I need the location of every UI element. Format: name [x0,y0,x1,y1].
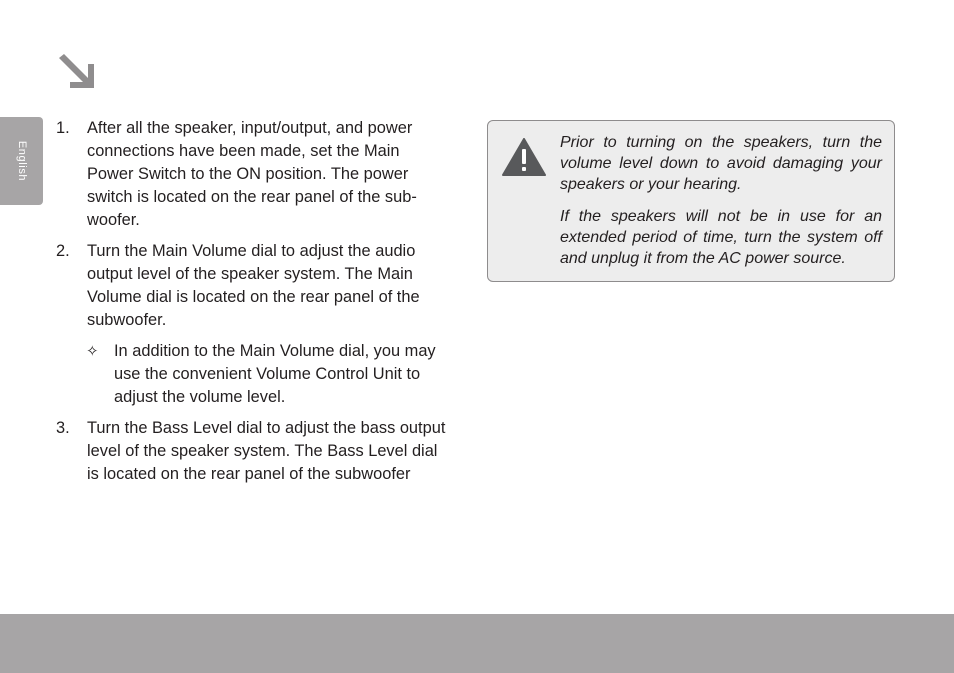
language-tab [0,117,43,205]
language-tab-label: English [16,140,28,182]
warning-triangle-icon [502,138,546,176]
list-item [56,417,450,486]
warning-paragraph: Prior to turning on the speakers, turn the volume level down to avoid damaging your speakers or your hearing. [560,134,882,193]
list-item [56,240,450,332]
warning-text [560,132,882,280]
warning-paragraph: If the speakers will not be in use for an extended period of time, turn the system off and unplug it from the AC power source. [560,208,882,267]
list-item [56,117,450,232]
warning-box [487,120,895,282]
step-number: 1. [56,119,70,137]
step-number: 3. [56,419,70,437]
step-text: Turn the Main Volume dial to adjust the audio output level of the speaker system. The Main Volume dial is located on the rear panel of the subwoofer. [87,242,420,329]
step-text: After all the speaker, input/output, and power connections have been made, set the Main Power Switch to the ON position. The power switch is located on the rear panel of the sub-woofer. [87,119,417,229]
sub-note-text: In addition to the Main Volume dial, you may use the convenient Volume Control Unit to adjust the volume level. [114,342,436,406]
diamond-bullet-icon: ✧ [86,343,99,360]
step-text: Turn the Bass Level dial to adjust the bass output level of the speaker system. The Bass Level dial is located on the rear panel of the subwoofer [87,419,446,483]
step-number: 2. [56,242,70,260]
sub-note [56,340,450,409]
footer-band [0,614,954,673]
instruction-list [56,117,450,494]
arrow-down-right-icon [58,54,94,88]
